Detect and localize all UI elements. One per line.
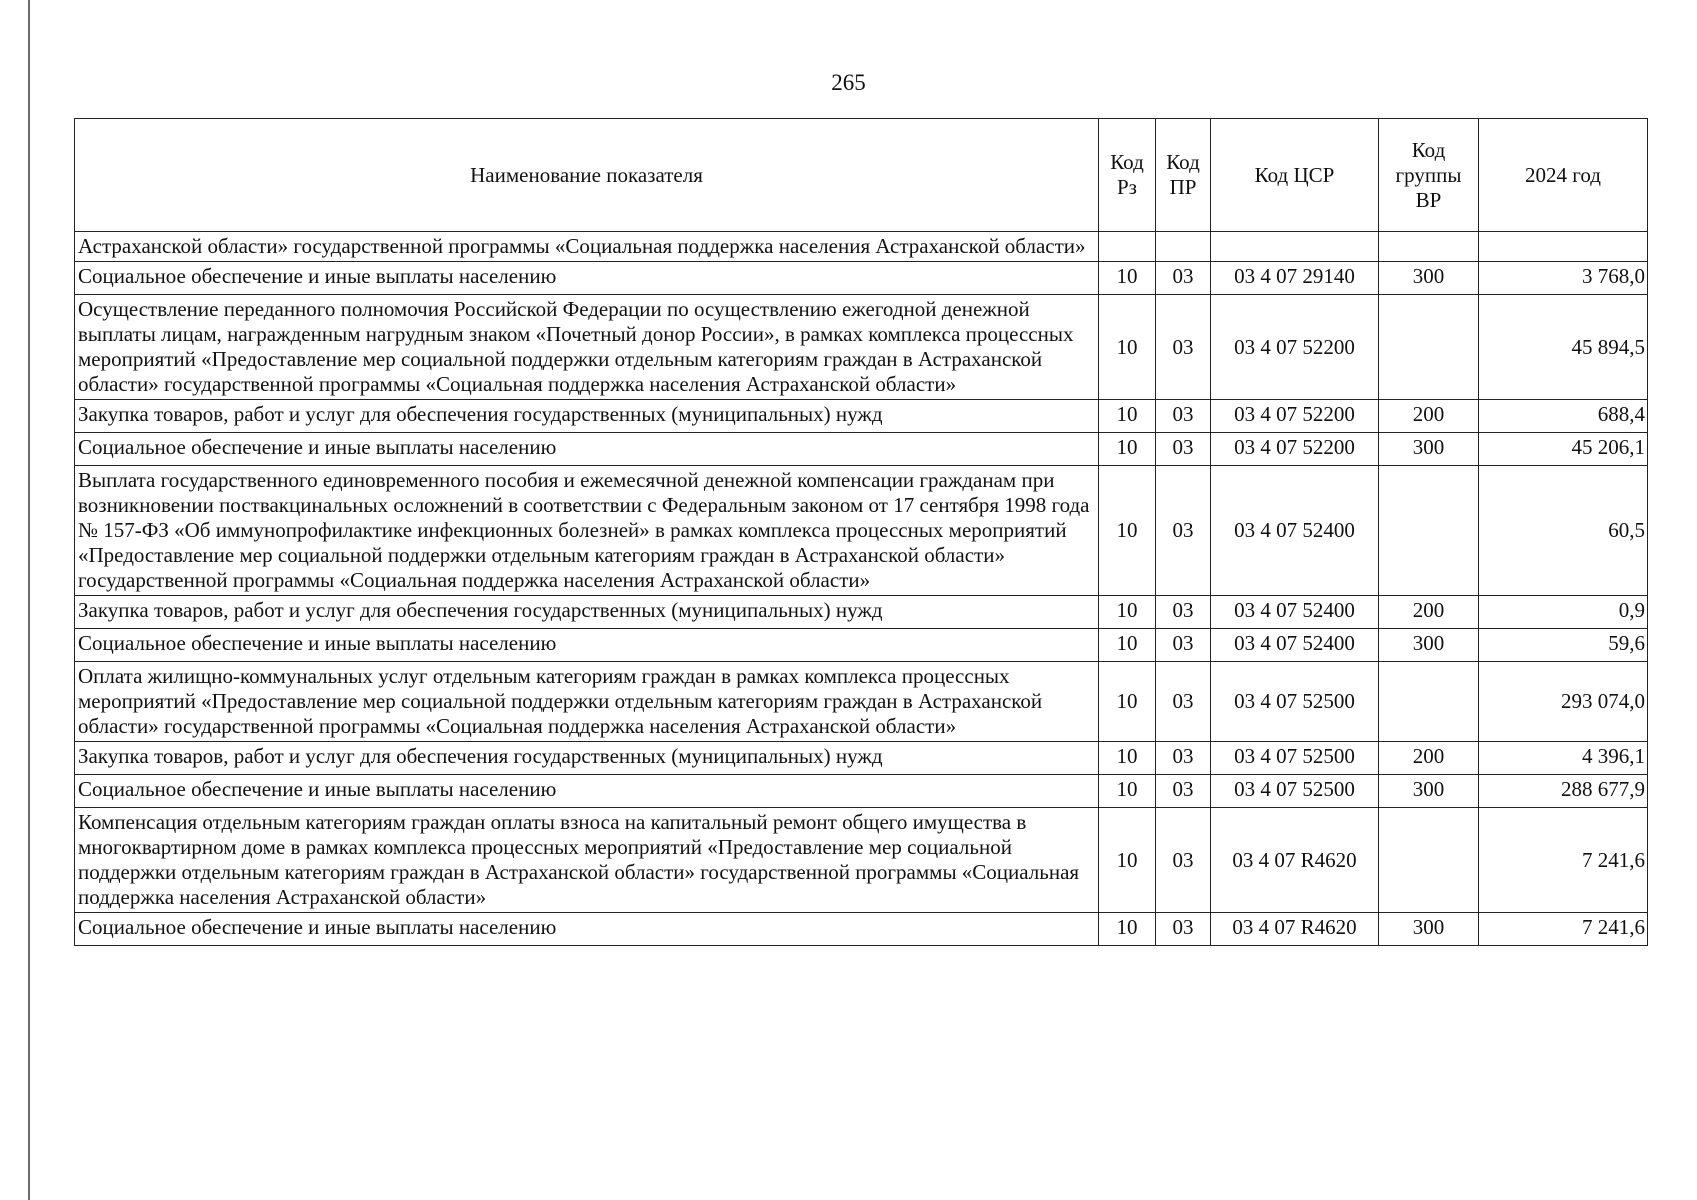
header-vr: Код группы ВР [1379,119,1479,232]
table-row [75,295,1648,400]
row-pr: 03 [1156,466,1211,596]
row-csr: 03 4 07 52500 [1211,662,1379,742]
row-pr: 03 [1156,775,1211,808]
row-csr: 03 4 07 R4620 [1211,808,1379,913]
table-row [75,262,1648,295]
row-rz: 10 [1099,433,1156,466]
table-row [75,662,1648,742]
row-amount: 7 241,6 [1479,913,1648,946]
row-amount: 59,6 [1479,629,1648,662]
row-amount: 0,9 [1479,596,1648,629]
header-pr: Код ПР [1156,119,1211,232]
row-name: Социальное обеспечение и иные выплаты населению [75,913,1099,946]
row-name: Осуществление переданного полномочия Российской Федерации по осуществлению ежегодной денежной выплаты лицам, награжденным нагрудным знаком «Почетный донор России», в рамках комплекса процессных мероприятий «Предоставление мер социальной поддержки отдельным категориям граждан в Астраханской области» государственной программы «Социальная поддержка населения Астраханской области» [75,295,1099,400]
table-row [75,433,1648,466]
row-vr [1379,808,1479,913]
header-csr: Код ЦСР [1211,119,1379,232]
row-csr: 03 4 07 52500 [1211,775,1379,808]
budget-table [74,118,1648,946]
row-pr: 03 [1156,742,1211,775]
row-csr: 03 4 07 52500 [1211,742,1379,775]
row-name: Компенсация отдельным категориям граждан оплаты взноса на капитальный ремонт общего имущества в многоквартирном доме в рамках комплекса процессных мероприятий «Предоставление мер социальной поддержки отдельным категориям граждан в Астраханской области» государственной программы «Социальная поддержка населения Астраханской области» [75,808,1099,913]
row-rz: 10 [1099,742,1156,775]
row-csr [1211,232,1379,262]
row-vr: 300 [1379,433,1479,466]
row-csr: 03 4 07 52400 [1211,466,1379,596]
row-amount: 293 074,0 [1479,662,1648,742]
row-pr: 03 [1156,913,1211,946]
row-vr [1379,466,1479,596]
row-pr: 03 [1156,262,1211,295]
row-vr: 200 [1379,742,1479,775]
header-name: Наименование показателя [75,119,1099,232]
table-row [75,913,1648,946]
row-vr [1379,295,1479,400]
row-vr: 200 [1379,400,1479,433]
table-row [75,466,1648,596]
row-name: Социальное обеспечение и иные выплаты населению [75,262,1099,295]
row-csr: 03 4 07 52400 [1211,596,1379,629]
row-name: Социальное обеспечение и иные выплаты населению [75,433,1099,466]
row-amount: 45 894,5 [1479,295,1648,400]
row-pr: 03 [1156,808,1211,913]
page-number: 265 [831,70,866,95]
row-rz: 10 [1099,629,1156,662]
table-row [75,629,1648,662]
row-pr: 03 [1156,662,1211,742]
row-name: Закупка товаров, работ и услуг для обеспечения государственных (муниципальных) нужд [75,742,1099,775]
row-amount: 7 241,6 [1479,808,1648,913]
row-vr [1379,662,1479,742]
row-rz: 10 [1099,295,1156,400]
row-vr: 200 [1379,596,1479,629]
row-rz: 10 [1099,596,1156,629]
row-vr: 300 [1379,629,1479,662]
row-amount: 45 206,1 [1479,433,1648,466]
row-vr [1379,232,1479,262]
row-name: Выплата государственного единовременного пособия и ежемесячной денежной компенсации гражданам при возникновении поствакцинальных осложнений в соответствии с Федеральным законом от 17 сентября 1998 года № 157-ФЗ «Об иммунопрофилактике инфекционных болезней» в рамках комплекса процессных мероприятий «Предоставление мер социальной поддержки отдельным категориям граждан в Астраханской области» государственной программы «Социальная поддержка населения Астраханской области» [75,466,1099,596]
row-pr: 03 [1156,596,1211,629]
row-rz [1099,232,1156,262]
table-row [75,232,1648,262]
row-name: Оплата жилищно-коммунальных услуг отдельным категориям граждан в рамках комплекса процессных мероприятий «Предоставление мер социальной поддержки отдельным категориям граждан в Астраханской области» государственной программы «Социальная поддержка населения Астраханской области» [75,662,1099,742]
row-csr: 03 4 07 52200 [1211,400,1379,433]
row-csr: 03 4 07 52200 [1211,433,1379,466]
row-amount [1479,232,1648,262]
row-rz: 10 [1099,662,1156,742]
row-pr: 03 [1156,400,1211,433]
row-vr: 300 [1379,775,1479,808]
table-row [75,596,1648,629]
row-vr: 300 [1379,262,1479,295]
row-pr: 03 [1156,295,1211,400]
row-amount: 688,4 [1479,400,1648,433]
row-csr: 03 4 07 29140 [1211,262,1379,295]
header-rz: Код Рз [1099,119,1156,232]
header-year: 2024 год [1479,119,1648,232]
row-amount: 60,5 [1479,466,1648,596]
row-name: Астраханской области» государственной программы «Социальная поддержка населения Астраханской области» [75,232,1099,262]
row-amount: 288 677,9 [1479,775,1648,808]
row-vr: 300 [1379,913,1479,946]
row-csr: 03 4 07 52200 [1211,295,1379,400]
row-amount: 3 768,0 [1479,262,1648,295]
row-rz: 10 [1099,913,1156,946]
row-name: Закупка товаров, работ и услуг для обеспечения государственных (муниципальных) нужд [75,596,1099,629]
row-csr: 03 4 07 52400 [1211,629,1379,662]
row-pr [1156,232,1211,262]
row-amount: 4 396,1 [1479,742,1648,775]
row-rz: 10 [1099,262,1156,295]
row-rz: 10 [1099,466,1156,596]
table-header-row [75,119,1648,232]
row-name: Социальное обеспечение и иные выплаты населению [75,629,1099,662]
scan-edge-line [28,0,30,1200]
row-csr: 03 4 07 R4620 [1211,913,1379,946]
table-row [75,808,1648,913]
row-rz: 10 [1099,808,1156,913]
table-row [75,400,1648,433]
table-row [75,775,1648,808]
row-name: Закупка товаров, работ и услуг для обеспечения государственных (муниципальных) нужд [75,400,1099,433]
row-rz: 10 [1099,775,1156,808]
row-pr: 03 [1156,629,1211,662]
row-rz: 10 [1099,400,1156,433]
row-pr: 03 [1156,433,1211,466]
row-name: Социальное обеспечение и иные выплаты населению [75,775,1099,808]
table-row [75,742,1648,775]
